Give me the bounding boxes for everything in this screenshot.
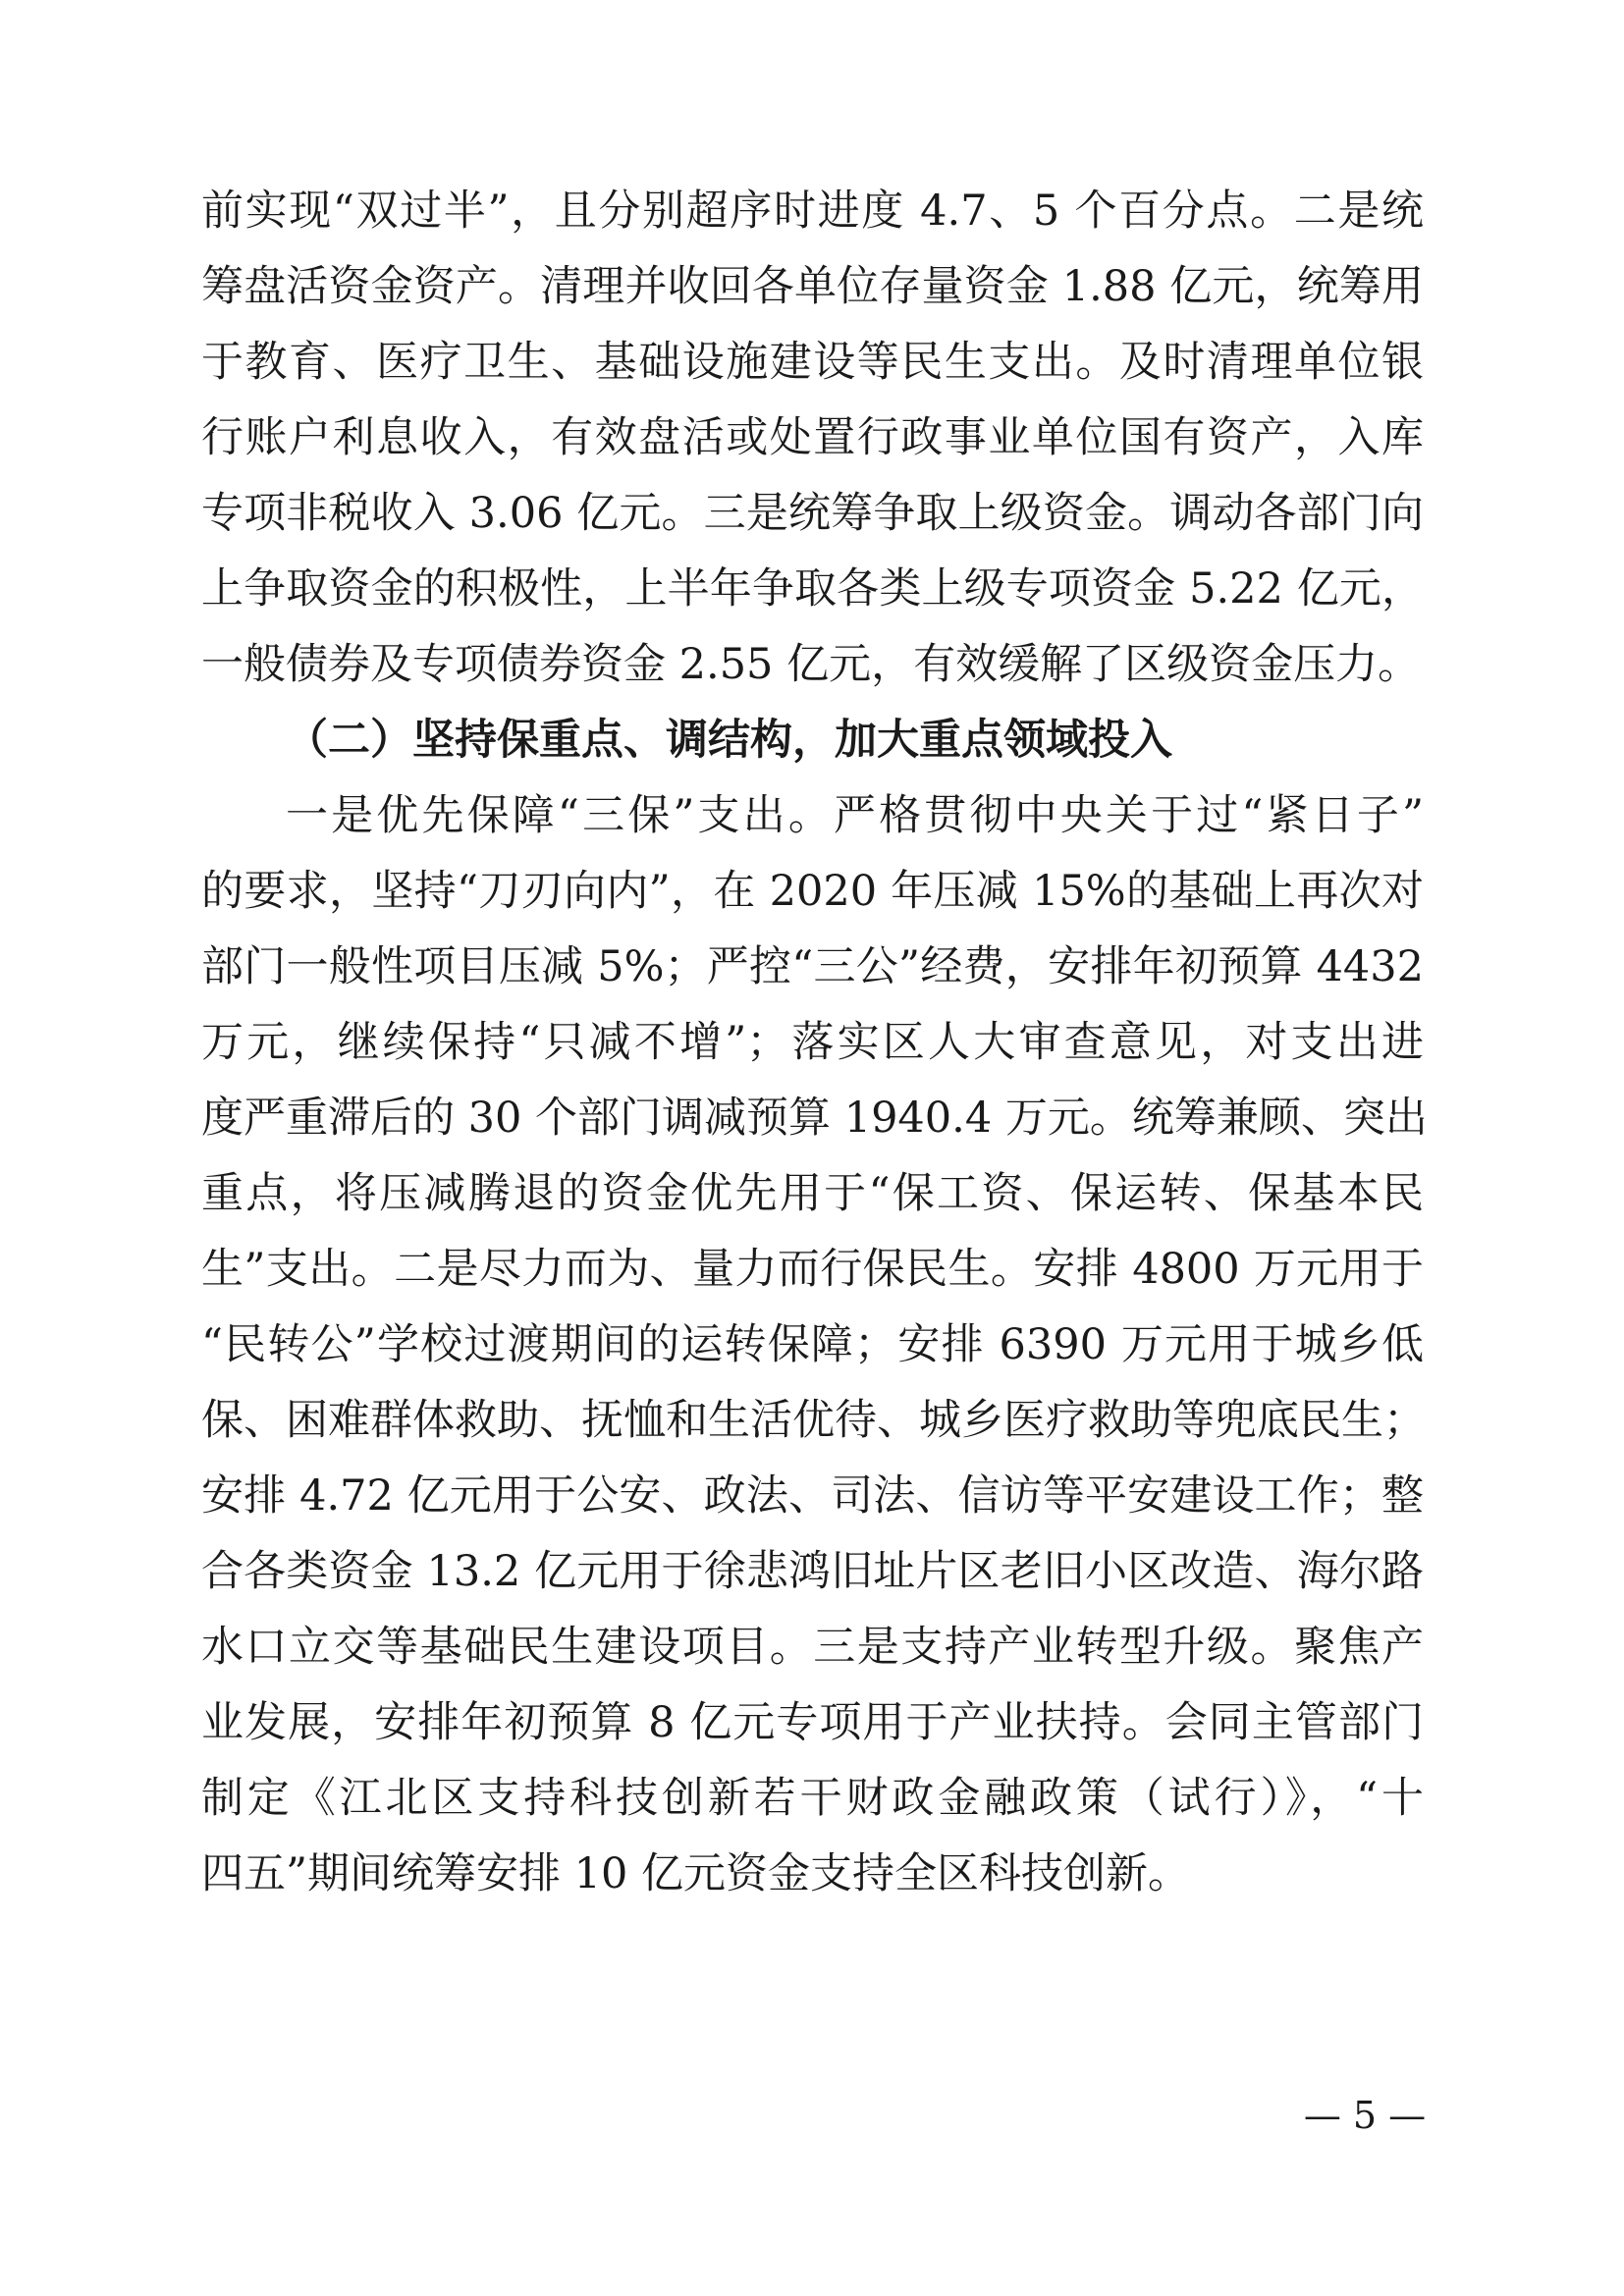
paragraph-line: “民转公”学校过渡期间的运转保障；安排 6390 万元用于城乡低 (201, 1320, 1424, 1369)
paragraph-line: 于教育、医疗卫生、基础设施建设等民生支出。及时清理单位银 (201, 338, 1424, 387)
paragraph-line: 安排 4.72 亿元用于公安、政法、司法、信访等平安建设工作；整 (201, 1471, 1424, 1521)
paragraph-line: 合各类资金 13.2 亿元用于徐悲鸿旧址片区老旧小区改造、海尔路 (201, 1547, 1424, 1596)
paragraph-line: 万元，继续保持“只减不增”；落实区人大审查意见，对支出进 (201, 1018, 1424, 1067)
paragraph-line: 生”支出。二是尽力而为、量力而行保民生。安排 4800 万元用于 (201, 1245, 1424, 1294)
paragraph-line: 行账户利息收入，有效盘活或处置行政事业单位国有资产，入库 (201, 413, 1424, 462)
paragraph-line: 筹盘活资金资产。清理并收回各单位存量资金 1.88 亿元，统筹用 (201, 262, 1424, 311)
paragraph-line: 重点，将压减腾退的资金优先用于“保工资、保运转、保基本民 (201, 1169, 1424, 1218)
page-number: — 5 — (1303, 2094, 1427, 2137)
paragraph-line: 的要求，坚持“刀刃向内”，在 2020 年压减 15%的基础上再次对 (201, 867, 1424, 916)
paragraph-line: 保、困难群体救助、抚恤和生活优待、城乡医疗救助等兜底民生； (201, 1396, 1426, 1445)
paragraph-line: 度严重滞后的 30 个部门调减预算 1940.4 万元。统筹兼顾、突出 (201, 1094, 1428, 1143)
paragraph-line: 制定《江北区支持科技创新若干财政金融政策（试行）》，“十 (201, 1774, 1424, 1823)
paragraph-line: 前实现“双过半”，且分别超序时进度 4.7、5 个百分点。二是统 (201, 187, 1424, 236)
paragraph-line: 专项非税收入 3.06 亿元。三是统筹争取上级资金。调动各部门向 (201, 489, 1424, 538)
paragraph-line: 一是优先保障“三保”支出。严格贯彻中央关于过“紧日子” (286, 791, 1424, 840)
paragraph-line: 部门一般性项目压减 5%；严控“三公”经费，安排年初预算 4432 (201, 942, 1424, 991)
paragraph-line: 业发展，安排年初预算 8 亿元专项用于产业扶持。会同主管部门 (201, 1698, 1424, 1747)
paragraph-line: 一般债券及专项债券资金 2.55 亿元，有效缓解了区级资金压力。 (201, 640, 1421, 689)
paragraph-line: 四五”期间统筹安排 10 亿元资金支持全区科技创新。 (201, 1849, 1191, 1898)
paragraph-line: 水口立交等基础民生建设项目。三是支持产业转型升级。聚焦产 (201, 1623, 1424, 1672)
section-heading: （二）坚持保重点、调结构，加大重点领域投入 (286, 716, 1172, 765)
paragraph-line: 上争取资金的积极性，上半年争取各类上级专项资金 5.22 亿元， (201, 564, 1424, 614)
